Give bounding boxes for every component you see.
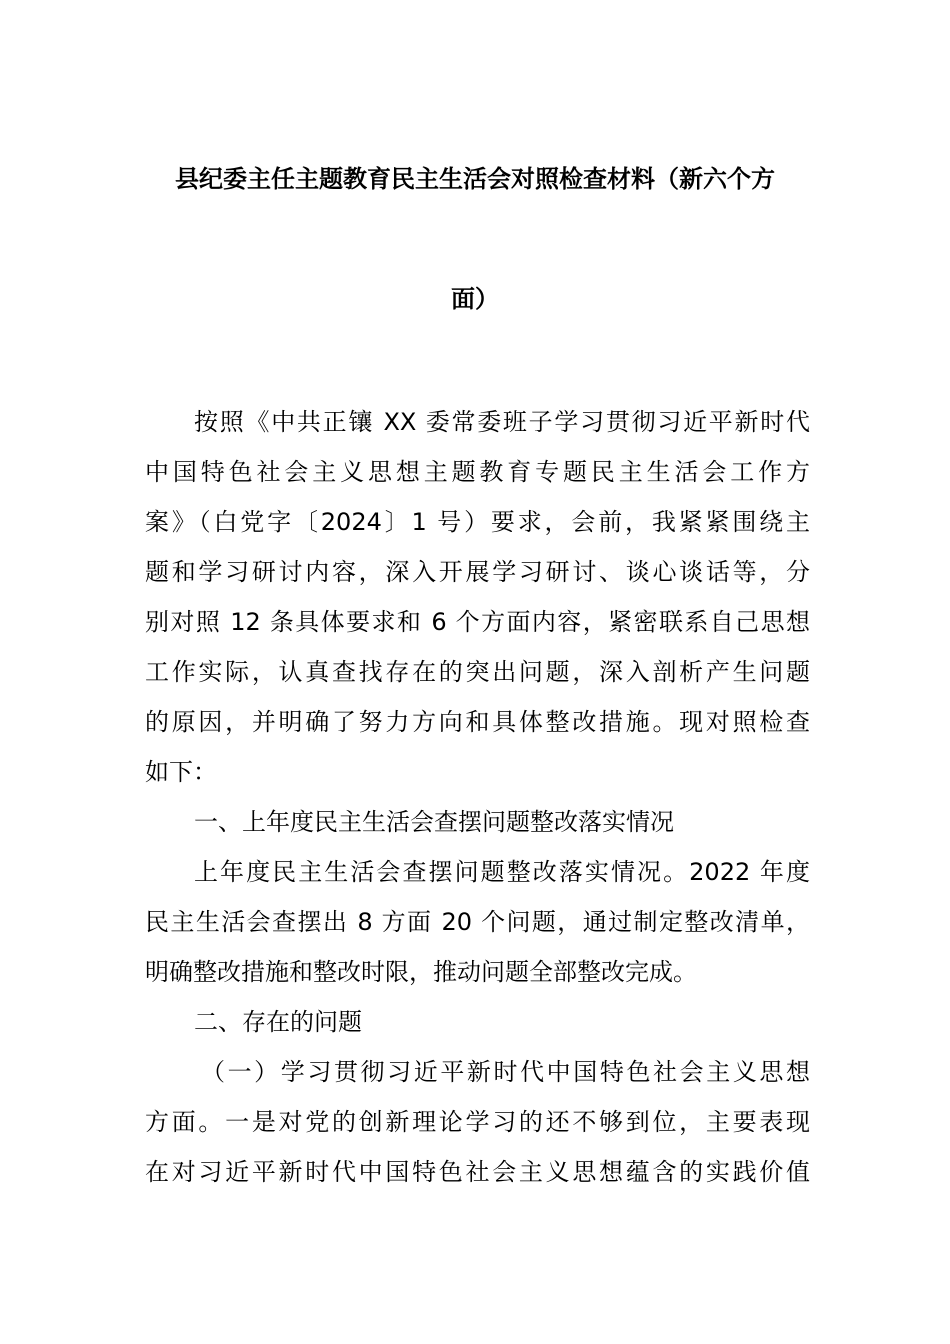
paragraph-intro-line: 按照《中共正镶 XX 委常委班子学习贯彻习近平新时代 bbox=[194, 408, 810, 436]
paragraph-rectification-line: 明确整改措施和整改时限，推动问题全部整改完成。 bbox=[145, 958, 697, 986]
paragraph-intro-line: 案》（白党字〔2024〕1 号）要求，会前，我紧紧围绕主 bbox=[145, 508, 810, 536]
paragraph-intro-line: 中国特色社会主义思想主题教育专题民主生活会工作方 bbox=[145, 458, 810, 486]
paragraph-intro-line: 题和学习研讨内容，深入开展学习研讨、谈心谈话等，分 bbox=[145, 558, 810, 586]
paragraph-rectification-line: 民主生活会查摆出 8 方面 20 个问题，通过制定整改清单， bbox=[145, 908, 810, 936]
paragraph-intro-line: 的原因，并明确了努力方向和具体整改措施。现对照检查 bbox=[145, 708, 810, 736]
paragraph-rectification-line: 上年度民主生活会查摆问题整改落实情况。2022 年度 bbox=[194, 858, 810, 886]
paragraph-problems-line: （一）学习贯彻习近平新时代中国特色社会主义思想 bbox=[201, 1058, 810, 1086]
paragraph-intro-line: 如下： bbox=[145, 758, 217, 786]
paragraph-intro-line: 工作实际，认真查找存在的突出问题，深入剖析产生问题 bbox=[145, 658, 810, 686]
section-heading-2: 二、存在的问题 bbox=[194, 1008, 362, 1036]
document-title-line-1: 县纪委主任主题教育民主生活会对照检查材料（新六个方 bbox=[175, 165, 775, 193]
paragraph-problems-line: 在对习近平新时代中国特色社会主义思想蕴含的实践价值 bbox=[145, 1158, 810, 1186]
section-heading-1: 一、上年度民主生活会查摆问题整改落实情况 bbox=[194, 808, 674, 836]
paragraph-intro-line: 别对照 12 条具体要求和 6 个方面内容，紧密联系自己思想 bbox=[145, 608, 810, 636]
document-title-line-2: 面） bbox=[451, 285, 499, 313]
document-body bbox=[145, 397, 810, 1197]
paragraph-problems-line: 方面。一是对党的创新理论学习的还不够到位，主要表现 bbox=[145, 1108, 810, 1136]
